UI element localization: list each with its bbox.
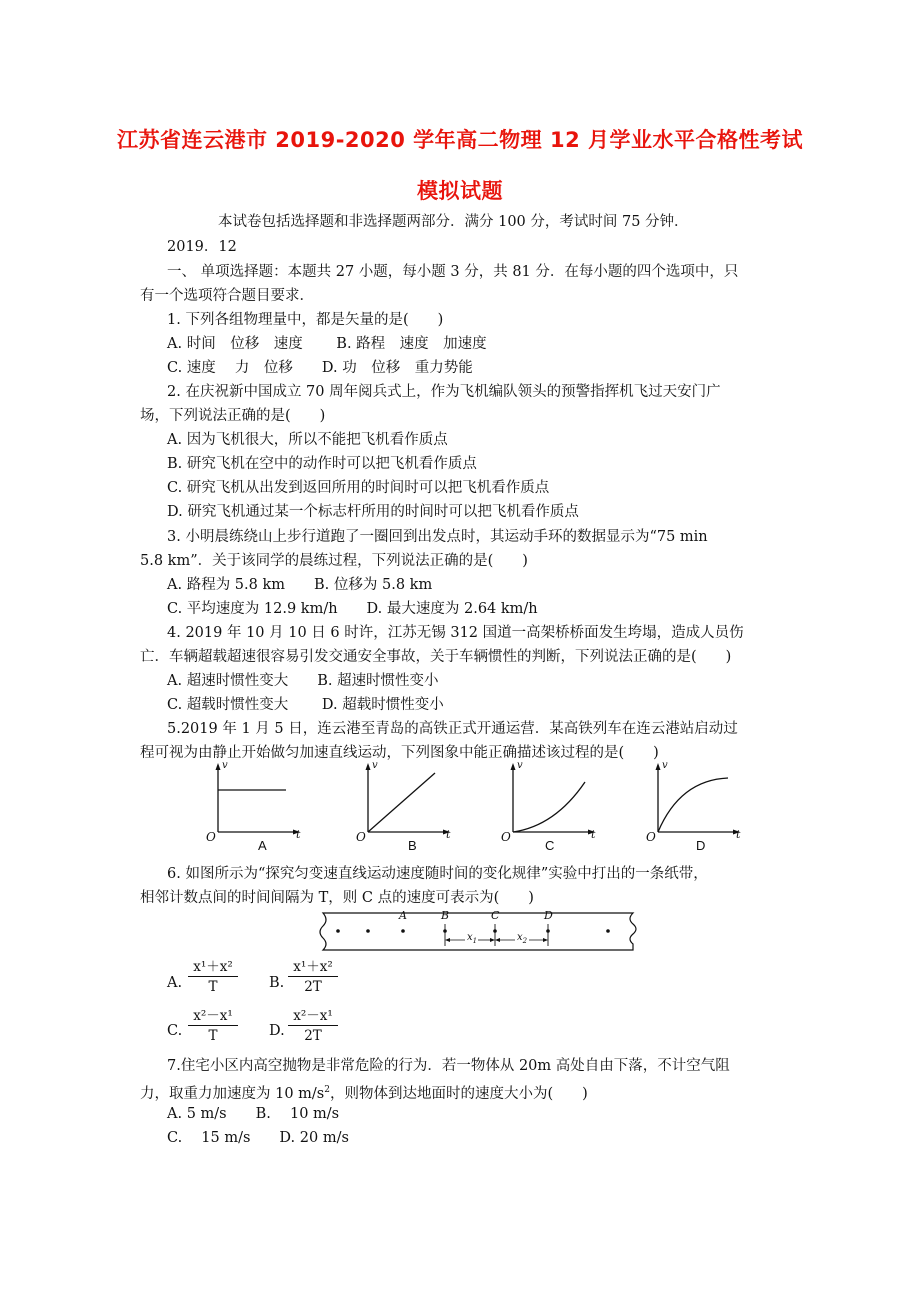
q4-stem-cont: 亡．车辆超载超速很容易引发交通安全事故，关于车辆惯性的判断，下列说法正确的是( ): [140, 649, 732, 665]
q5-graph-c-t-label: t: [591, 828, 596, 841]
q6-point-a: A: [399, 909, 407, 922]
q2-option-c: C. 研究飞机从出发到返回所用的时间时可以把飞机看作质点: [167, 480, 550, 496]
exam-date: 2019．12: [167, 239, 237, 255]
q6-option-d-fraction: [288, 1007, 338, 1046]
q6-x2-var: x: [517, 932, 523, 943]
q6-option-d-numerator: x²－x¹: [288, 1007, 338, 1026]
section-heading-cont: 有一个选项符合题目要求．: [140, 288, 314, 304]
q6-tape-drawing: [315, 910, 640, 954]
q1-stem: 1. 下列各组物理量中，都是矢量的是( ): [167, 312, 444, 328]
q6-stem: 6. 如图所示为“探究匀变速直线运动速度随时间的变化规律”实验中打出的一条纸带，: [167, 866, 708, 882]
q6-x2-sub: 2: [522, 937, 528, 945]
q5-graph-d-v-label: v: [662, 760, 668, 771]
q6-option-b-fraction: [288, 958, 338, 997]
q5-graph-c-label: C: [545, 838, 555, 853]
q6-option-c-label: C.: [167, 1023, 183, 1039]
q5-graph-b-t-label: t: [446, 828, 451, 841]
q3-options-row1: A. 路程为 5.8 km B. 位移为 5.8 km: [167, 577, 433, 593]
q6-x2-label: [517, 932, 527, 945]
q6-x1-label: [467, 932, 477, 945]
exam-description: 本试卷包括选择题和非选择题两部分．满分 100 分，考试时间 75 分钟．: [218, 214, 689, 230]
q6-option-b-label: B.: [269, 975, 285, 991]
q5-graph-d-curve: [658, 778, 728, 832]
q5-graph-b-curve: [368, 773, 435, 832]
q5-stem-cont: 程可视为由静止开始做匀加速直线运动，下列图象中能正确描述该过程的是( ): [140, 745, 659, 761]
q6-option-b-denominator: 2T: [304, 979, 322, 995]
q2-stem: 2. 在庆祝新中国成立 70 周年阅兵式上，作为飞机编队领头的预警指挥机飞过天安门广: [167, 384, 721, 400]
q3-stem-cont: 5.8 km”．关于该同学的晨练过程，下列说法正确的是( ): [140, 553, 528, 569]
q1-options-row2: C. 速度 力 位移 D. 功 位移 重力势能: [167, 360, 473, 376]
q7-stem: 7.住宅小区内高空抛物是非常危险的行为．若一物体从 20m 高处自由下落，不计空气阻: [167, 1058, 730, 1074]
document-title-line2: 模拟试题: [417, 179, 503, 203]
q7-options-row1: A. 5 m/s B. 10 m/s: [167, 1106, 340, 1122]
q6-point-d: D: [544, 909, 553, 922]
q5-graph-b: [350, 760, 450, 855]
q7-stem-sup: 2: [324, 1085, 330, 1095]
q6-option-a-denominator: T: [208, 979, 218, 995]
q5-graph-a-v-label: v: [222, 760, 228, 771]
q2-stem-cont: 场，下列说法正确的是( ): [140, 408, 326, 424]
q2-option-a: A. 因为飞机很大，所以不能把飞机看作质点: [167, 432, 448, 448]
q5-graph-a-label: A: [258, 838, 267, 853]
q6-stem-cont: 相邻计数点间的时间间隔为 T，则 C 点的速度可表示为( ): [140, 890, 534, 906]
q5-graph-a-t-label: t: [296, 828, 301, 841]
q5-graph-b-origin: O: [356, 830, 366, 844]
q6-option-a-numerator: x¹＋x²: [188, 958, 238, 977]
q6-option-c-denominator: T: [208, 1028, 218, 1044]
q5-graph-c: [495, 760, 595, 855]
q3-stem: 3. 小明晨练绕山上步行道跑了一圈回到出发点时，其运动手环的数据显示为“75 min: [167, 529, 708, 545]
q5-graph-d-t-label: t: [736, 828, 741, 841]
q6-option-d-denominator: 2T: [304, 1028, 322, 1044]
q6-option-c-numerator: x²－x¹: [188, 1007, 238, 1026]
q6-option-c-fraction: [188, 1007, 238, 1046]
q1-options-row1: A. 时间 位移 速度 B. 路程 速度 加速度: [167, 336, 487, 352]
q6-option-d-label: D.: [269, 1023, 285, 1039]
q7-stem-cont: [140, 1080, 588, 1104]
q5-graph-c-origin: O: [501, 830, 511, 844]
q6-option-b-numerator: x¹＋x²: [288, 958, 338, 977]
q5-graph-d-label: D: [696, 838, 706, 853]
q7-options-row2: C. 15 m/s D. 20 m/s: [167, 1130, 349, 1146]
document-title-line1: 江苏省连云港市 2019-2020 学年高二物理 12 月学业水平合格性考试: [116, 128, 804, 152]
q6-point-c: C: [491, 909, 500, 922]
q6-option-a-fraction: [188, 958, 238, 997]
q5-graph-a: [200, 760, 300, 855]
q4-stem: 4. 2019 年 10 月 10 日 6 时许，江苏无锡 312 国道一高架桥桥面发生垮塌，造成人员伤: [167, 625, 744, 641]
q4-options-row1: A. 超速时惯性变大 B. 超速时惯性变小: [167, 673, 439, 689]
q7-stem-before: 力，取重力加速度为 10 m/s: [140, 1085, 325, 1102]
q5-graph-c-v-label: v: [517, 760, 523, 771]
q5-stem: 5.2019 年 1 月 5 日，连云港至青岛的高铁正式开通运营．某高铁列车在连云港站启动过: [167, 721, 738, 737]
q5-graph-d: [640, 760, 740, 855]
q6-paper-tape: [315, 910, 640, 954]
section-heading: 一、 单项选择题：本题共 27 小题，每小题 3 分，共 81 分．在每小题的四个选项中，只: [167, 264, 739, 280]
q2-option-d: D. 研究飞机通过某一个标志杆所用的时间时可以把飞机看作质点: [167, 504, 579, 520]
q7-stem-after: ，则物体到达地面时的速度大小为( ): [329, 1085, 588, 1102]
q2-option-b: B. 研究飞机在空中的动作时可以把飞机看作质点: [167, 456, 477, 472]
q5-graph-b-label: B: [408, 838, 417, 853]
q5-graph-c-curve: [513, 782, 585, 832]
q6-option-a-label: A.: [167, 975, 183, 991]
q4-options-row2: C. 超载时惯性变大 D. 超载时惯性变小: [167, 697, 444, 713]
q5-graph-d-origin: O: [646, 830, 656, 844]
q6-x1-var: x: [467, 932, 473, 943]
q5-graph-a-origin: O: [206, 830, 216, 844]
q6-point-b: B: [441, 909, 450, 922]
q6-x1-sub: 1: [472, 937, 478, 945]
q3-options-row2: C. 平均速度为 12.9 km/h D. 最大速度为 2.64 km/h: [167, 601, 538, 617]
q5-graph-b-v-label: v: [372, 760, 378, 771]
